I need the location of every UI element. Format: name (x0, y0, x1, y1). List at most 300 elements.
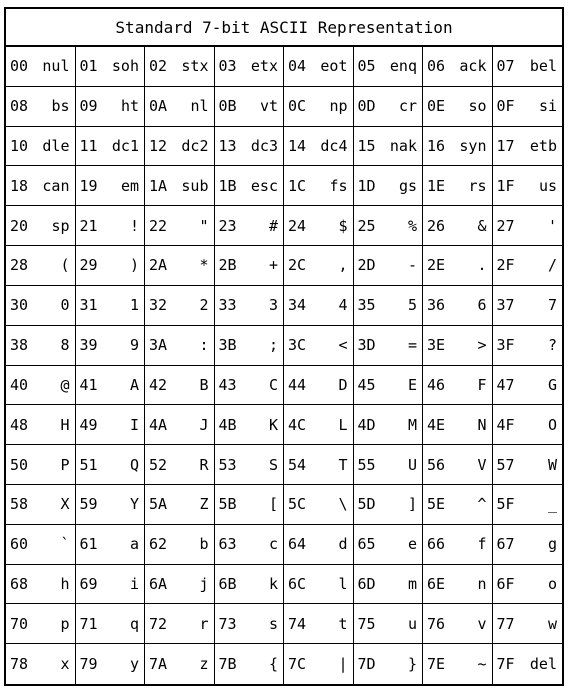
ascii-cell (354, 485, 424, 525)
character: ~ (477, 655, 487, 674)
hex-code: 0B (218, 97, 237, 116)
ascii-cell (354, 166, 424, 206)
character: % (407, 216, 417, 235)
hex-code: 12 (149, 137, 168, 156)
hex-code: 01 (79, 57, 98, 76)
character: < (338, 336, 348, 355)
ascii-cell (6, 644, 76, 684)
character: nul (42, 57, 70, 76)
character: . (477, 256, 487, 275)
character: N (477, 415, 487, 434)
character: bs (51, 97, 70, 116)
hex-code: 79 (79, 655, 98, 674)
character: dc1 (111, 137, 139, 156)
ascii-cell (423, 366, 493, 406)
hex-code: 25 (357, 216, 376, 235)
ascii-cell (76, 485, 146, 525)
hex-code: 30 (10, 296, 29, 315)
hex-code: 3A (149, 336, 168, 355)
ascii-cell (284, 525, 354, 565)
ascii-cell (6, 286, 76, 326)
ascii-cell (493, 525, 563, 565)
hex-code: 78 (10, 655, 29, 674)
ascii-cell (493, 87, 563, 127)
character: dc4 (320, 137, 348, 156)
hex-code: 61 (79, 535, 98, 554)
hex-code: 66 (427, 535, 446, 554)
ascii-cell (354, 206, 424, 246)
hex-code: 08 (10, 97, 29, 116)
hex-code: 47 (496, 375, 515, 394)
hex-code: 04 (288, 57, 307, 76)
character: = (407, 336, 417, 355)
hex-code: 29 (79, 256, 98, 275)
ascii-cell (76, 445, 146, 485)
ascii-cell (493, 604, 563, 644)
hex-code: 64 (288, 535, 307, 554)
character: dle (42, 137, 70, 156)
ascii-cell (284, 445, 354, 485)
ascii-cell (493, 485, 563, 525)
hex-code: 76 (427, 614, 446, 633)
character: i (129, 574, 139, 593)
ascii-cell (6, 246, 76, 286)
ascii-cell (284, 485, 354, 525)
ascii-cell (145, 286, 215, 326)
ascii-cell (423, 206, 493, 246)
ascii-cell (354, 286, 424, 326)
character: syn (459, 137, 487, 156)
character: p (60, 614, 70, 633)
character: D (338, 375, 348, 394)
hex-code: 70 (10, 614, 29, 633)
hex-code: 6A (149, 574, 168, 593)
character: 9 (129, 336, 139, 355)
hex-code: 2A (149, 256, 168, 275)
hex-code: 03 (218, 57, 237, 76)
character: vt (259, 97, 278, 116)
character: J (199, 415, 209, 434)
character: R (199, 455, 209, 474)
hex-code: 1F (496, 176, 515, 195)
hex-code: 45 (357, 375, 376, 394)
hex-code: 46 (427, 375, 446, 394)
ascii-cell (6, 127, 76, 167)
ascii-cell (284, 644, 354, 684)
character: us (538, 176, 557, 195)
ascii-cell (145, 206, 215, 246)
character: rs (468, 176, 487, 195)
hex-code: 20 (10, 216, 29, 235)
hex-code: 7B (218, 655, 237, 674)
character: 6 (477, 296, 487, 315)
hex-code: 4C (288, 415, 307, 434)
ascii-cell (354, 326, 424, 366)
ascii-cell (493, 366, 563, 406)
hex-code: 41 (79, 375, 98, 394)
character: m (407, 574, 417, 593)
ascii-cell (423, 127, 493, 167)
ascii-cell (215, 525, 285, 565)
character: ack (459, 57, 487, 76)
ascii-table (4, 7, 564, 686)
hex-code: 35 (357, 296, 376, 315)
ascii-cell (284, 366, 354, 406)
ascii-cell (354, 87, 424, 127)
character: so (468, 97, 487, 116)
ascii-cell (76, 47, 146, 87)
hex-code: 4E (427, 415, 446, 434)
ascii-cell (215, 87, 285, 127)
character: c (268, 535, 278, 554)
ascii-cell (145, 87, 215, 127)
character: k (268, 574, 278, 593)
ascii-cell (423, 525, 493, 565)
ascii-cell (6, 166, 76, 206)
hex-code: 1E (427, 176, 446, 195)
hex-code: 3C (288, 336, 307, 355)
hex-code: 4B (218, 415, 237, 434)
hex-code: 7A (149, 655, 168, 674)
character: ] (407, 495, 417, 514)
ascii-cell (423, 405, 493, 445)
ascii-cell (145, 445, 215, 485)
character: : (199, 336, 209, 355)
character: s (268, 614, 278, 633)
character: del (529, 655, 557, 674)
ascii-cell (76, 405, 146, 445)
hex-code: 74 (288, 614, 307, 633)
character: ^ (477, 495, 487, 514)
ascii-cell (145, 326, 215, 366)
character: | (338, 655, 348, 674)
ascii-cell (354, 604, 424, 644)
hex-code: 17 (496, 137, 515, 156)
ascii-cell (215, 644, 285, 684)
hex-code: 2F (496, 256, 515, 275)
character: r (199, 614, 209, 633)
ascii-cell (215, 127, 285, 167)
character: v (477, 614, 487, 633)
hex-code: 73 (218, 614, 237, 633)
hex-code: 3E (427, 336, 446, 355)
ascii-cell (493, 206, 563, 246)
hex-code: 38 (10, 336, 29, 355)
character: f (477, 535, 487, 554)
character: X (60, 495, 70, 514)
character: j (199, 574, 209, 593)
character: g (547, 535, 557, 554)
character: t (338, 614, 348, 633)
character: S (268, 455, 278, 474)
hex-code: 15 (357, 137, 376, 156)
character: _ (547, 495, 557, 514)
ascii-cell (423, 604, 493, 644)
hex-code: 52 (149, 455, 168, 474)
ascii-cell (493, 127, 563, 167)
hex-code: 43 (218, 375, 237, 394)
ascii-cell (6, 604, 76, 644)
ascii-cell (284, 405, 354, 445)
character: , (338, 256, 348, 275)
hex-code: 50 (10, 455, 29, 474)
ascii-cell (354, 127, 424, 167)
hex-code: 7C (288, 655, 307, 674)
character: O (547, 415, 557, 434)
character: u (407, 614, 417, 633)
character: a (129, 535, 139, 554)
character: 1 (129, 296, 139, 315)
character: o (547, 574, 557, 593)
ascii-cell (6, 485, 76, 525)
hex-code: 13 (218, 137, 237, 156)
hex-code: 05 (357, 57, 376, 76)
hex-code: 53 (218, 455, 237, 474)
ascii-cell (215, 366, 285, 406)
hex-code: 71 (79, 614, 98, 633)
hex-code: 27 (496, 216, 515, 235)
ascii-cell (215, 445, 285, 485)
hex-code: 24 (288, 216, 307, 235)
ascii-cell (145, 644, 215, 684)
hex-code: 1C (288, 176, 307, 195)
ascii-cell (493, 47, 563, 87)
ascii-cell (76, 604, 146, 644)
hex-code: 4A (149, 415, 168, 434)
ascii-grid (6, 47, 562, 684)
ascii-cell (423, 445, 493, 485)
ascii-cell (493, 246, 563, 286)
hex-code: 32 (149, 296, 168, 315)
character: ) (129, 256, 139, 275)
character: z (199, 655, 209, 674)
ascii-cell (284, 127, 354, 167)
hex-code: 0C (288, 97, 307, 116)
character: cr (398, 97, 417, 116)
character: > (477, 336, 487, 355)
ascii-cell (76, 206, 146, 246)
ascii-cell (423, 47, 493, 87)
character: H (60, 415, 70, 434)
character: T (338, 455, 348, 474)
character: soh (111, 57, 139, 76)
character: 8 (60, 336, 70, 355)
character: U (407, 455, 417, 474)
character: L (338, 415, 348, 434)
ascii-cell (215, 286, 285, 326)
hex-code: 2E (427, 256, 446, 275)
ascii-cell (354, 405, 424, 445)
character: si (538, 97, 557, 116)
character: ? (547, 336, 557, 355)
hex-code: 22 (149, 216, 168, 235)
ascii-cell (423, 565, 493, 605)
hex-code: 7E (427, 655, 446, 674)
hex-code: 2C (288, 256, 307, 275)
ascii-cell (6, 525, 76, 565)
ascii-cell (145, 366, 215, 406)
hex-code: 4F (496, 415, 515, 434)
ascii-cell (423, 87, 493, 127)
hex-code: 11 (79, 137, 98, 156)
ascii-cell (76, 525, 146, 565)
table-title: Standard 7-bit ASCII Representation (6, 9, 562, 47)
character: eot (320, 57, 348, 76)
ascii-cell (493, 565, 563, 605)
character: ' (547, 216, 557, 235)
character: h (60, 574, 70, 593)
character: w (547, 614, 557, 633)
hex-code: 62 (149, 535, 168, 554)
ascii-cell (284, 286, 354, 326)
ascii-cell (215, 405, 285, 445)
ascii-cell (145, 246, 215, 286)
hex-code: 77 (496, 614, 515, 633)
ascii-cell (215, 166, 285, 206)
ascii-cell (6, 366, 76, 406)
character: * (199, 256, 209, 275)
hex-code: 26 (427, 216, 446, 235)
ascii-cell (145, 127, 215, 167)
ascii-cell (76, 326, 146, 366)
hex-code: 1D (357, 176, 376, 195)
character: { (268, 655, 278, 674)
ascii-cell (284, 604, 354, 644)
hex-code: 3D (357, 336, 376, 355)
hex-code: 31 (79, 296, 98, 315)
ascii-cell (145, 166, 215, 206)
hex-code: 58 (10, 495, 29, 514)
hex-code: 48 (10, 415, 29, 434)
hex-code: 6D (357, 574, 376, 593)
hex-code: 23 (218, 216, 237, 235)
character: V (477, 455, 487, 474)
hex-code: 44 (288, 375, 307, 394)
hex-code: 69 (79, 574, 98, 593)
hex-code: 19 (79, 176, 98, 195)
hex-code: 7F (496, 655, 515, 674)
hex-code: 49 (79, 415, 98, 434)
ascii-cell (6, 206, 76, 246)
character: sub (181, 176, 209, 195)
hex-code: 72 (149, 614, 168, 633)
hex-code: 2D (357, 256, 376, 275)
character: 7 (547, 296, 557, 315)
hex-code: 67 (496, 535, 515, 554)
ascii-cell (284, 206, 354, 246)
ascii-cell (76, 286, 146, 326)
character: em (120, 176, 139, 195)
ascii-cell (354, 565, 424, 605)
character: I (129, 415, 139, 434)
character: 3 (268, 296, 278, 315)
ascii-cell (284, 166, 354, 206)
character: y (129, 655, 139, 674)
hex-code: 10 (10, 137, 29, 156)
character: M (407, 415, 417, 434)
character: sp (51, 216, 70, 235)
hex-code: 5E (427, 495, 446, 514)
ascii-cell (76, 644, 146, 684)
hex-code: 1A (149, 176, 168, 195)
hex-code: 0E (427, 97, 446, 116)
ascii-cell (215, 206, 285, 246)
hex-code: 5A (149, 495, 168, 514)
character: W (547, 455, 557, 474)
hex-code: 00 (10, 57, 29, 76)
ascii-cell (145, 604, 215, 644)
hex-code: 16 (427, 137, 446, 156)
hex-code: 5B (218, 495, 237, 514)
ascii-cell (423, 246, 493, 286)
ascii-cell (354, 47, 424, 87)
character: [ (268, 495, 278, 514)
ascii-cell (76, 366, 146, 406)
ascii-cell (6, 47, 76, 87)
ascii-cell (6, 87, 76, 127)
hex-code: 5D (357, 495, 376, 514)
character: can (42, 176, 70, 195)
hex-code: 2B (218, 256, 237, 275)
ascii-cell (76, 166, 146, 206)
ascii-cell (284, 87, 354, 127)
hex-code: 06 (427, 57, 446, 76)
character: b (199, 535, 209, 554)
character: e (407, 535, 417, 554)
ascii-cell (76, 127, 146, 167)
hex-code: 4D (357, 415, 376, 434)
ascii-cell (76, 565, 146, 605)
ascii-cell (354, 525, 424, 565)
character: ! (129, 216, 139, 235)
ascii-cell (6, 445, 76, 485)
ascii-cell (284, 565, 354, 605)
ascii-cell (493, 286, 563, 326)
hex-code: 40 (10, 375, 29, 394)
character: B (199, 375, 209, 394)
ascii-cell (423, 286, 493, 326)
ascii-cell (423, 485, 493, 525)
hex-code: 68 (10, 574, 29, 593)
hex-code: 6F (496, 574, 515, 593)
hex-code: 07 (496, 57, 515, 76)
hex-code: 34 (288, 296, 307, 315)
hex-code: 3F (496, 336, 515, 355)
ascii-cell (493, 166, 563, 206)
hex-code: 54 (288, 455, 307, 474)
ascii-cell (76, 87, 146, 127)
hex-code: 5F (496, 495, 515, 514)
character: & (477, 216, 487, 235)
ascii-cell (354, 366, 424, 406)
ascii-cell (6, 405, 76, 445)
ascii-cell (493, 326, 563, 366)
character: np (329, 97, 348, 116)
character: 2 (199, 296, 209, 315)
hex-code: 33 (218, 296, 237, 315)
hex-code: 63 (218, 535, 237, 554)
ascii-cell (215, 246, 285, 286)
character: 5 (407, 296, 417, 315)
character: 0 (60, 296, 70, 315)
character: # (268, 216, 278, 235)
ascii-cell (215, 604, 285, 644)
ascii-cell (215, 47, 285, 87)
character: gs (398, 176, 417, 195)
ascii-cell (145, 47, 215, 87)
character: @ (60, 375, 70, 394)
hex-code: 0D (357, 97, 376, 116)
